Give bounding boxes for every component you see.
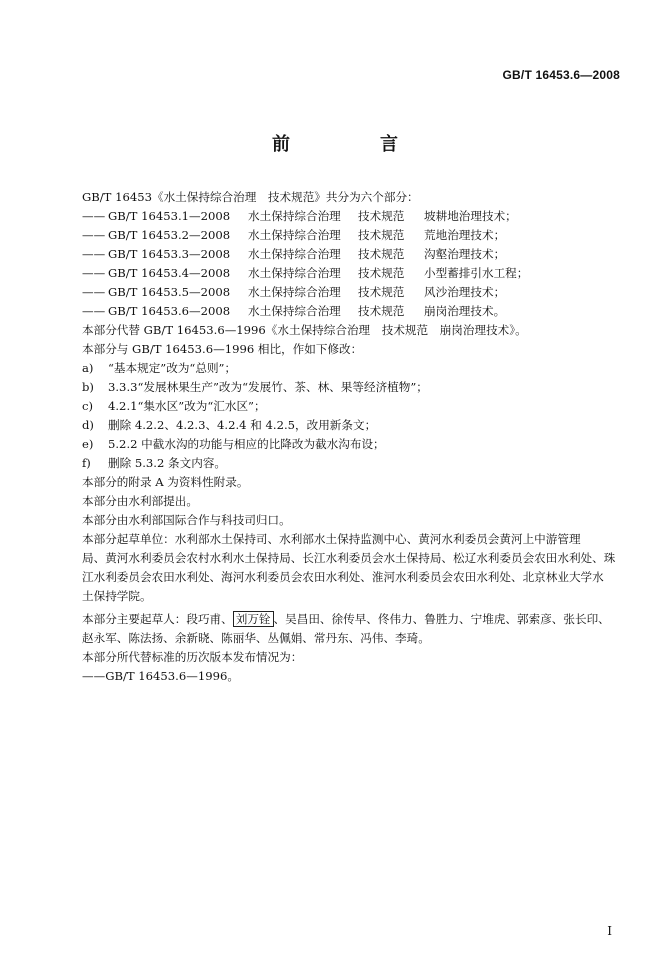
drafting-units-line: 局、黄河水利委员会农村水利水土保持局、长江水利委员会水土保持局、松辽水利委员会农田水利处、珠 (82, 551, 616, 565)
page-number: I (607, 924, 612, 938)
page-title: 前 言 (272, 134, 434, 155)
changes-intro: 本部分与 GB/T 16453.6—1996 相比，作如下修改： (82, 342, 363, 356)
change-item: a) “基本规定”改为“总则”； (82, 361, 237, 375)
drafting-units-line: 江水利委员会农田水利处、海河水利委员会农田水利处、淮河水利委员会农田水利处、北京林业大学水 (82, 570, 604, 584)
part-item: —— GB/T 16453.1—2008 水土保持综合治理 技术规范 坡耕地治理技术； (82, 209, 517, 223)
parts-list (82, 207, 602, 321)
part-item: —— GB/T 16453.3—2008 水土保持综合治理 技术规范 沟壑治理技术； (82, 247, 506, 261)
drafting-units-line: 土保持学院。 (82, 589, 152, 603)
drafters-line: 本部分主要起草人：段巧甫、 刘万铨 、吴昌田、徐传早、佟伟力、鲁胜力、宁堆虎、郭索彦、张长印、 (82, 612, 610, 626)
boxed-name: 刘万铨 (233, 611, 274, 627)
drafters (82, 610, 610, 648)
history-item: ——GB/T 16453.6—1996。 (82, 669, 239, 683)
change-item: b) 3.3.3“发展林果生产”改为“发展竹、茶、林、果等经济植物”； (82, 380, 428, 394)
managed-by: 本部分由水利部国际合作与科技司归口。 (82, 513, 291, 527)
part-item: —— GB/T 16453.5—2008 水土保持综合治理 技术规范 风沙治理技术； (82, 285, 506, 299)
changes-list (82, 359, 602, 473)
change-item: f) 删除 5.3.2 条文内容。 (82, 456, 227, 470)
change-item: d) 删除 4.2.2、4.2.3、4.2.4 和 4.2.5，改用新条文； (82, 418, 377, 432)
part-item: —— GB/T 16453.6—2008 水土保持综合治理 技术规范 崩岗治理技术。 (82, 304, 506, 318)
replaces-statement: 本部分代替 GB/T 16453.6—1996《水土保持综合治理 技术规范 崩岗治理技术》。 (82, 323, 527, 337)
drafting-units-line: 本部分起草单位：水利部水土保持司、水利部水土保持监测中心、黄河水利委员会黄河上中游管理 (82, 532, 581, 546)
part-item: —— GB/T 16453.2—2008 水土保持综合治理 技术规范 荒地治理技术； (82, 228, 506, 242)
change-item: e) 5.2.2 中截水沟的功能与相应的比降改为截水沟布设； (82, 437, 385, 451)
proposed-by: 本部分由水利部提出。 (82, 494, 198, 508)
drafting-units (82, 530, 616, 606)
history-intro: 本部分所代替标准的历次版本发布情况为： (82, 650, 303, 664)
change-item: c) 4.2.1“集水区”改为“汇水区”； (82, 399, 266, 413)
intro-line: GB/T 16453《水土保持综合治理 技术规范》共分为六个部分： (82, 190, 419, 204)
foreword-body (82, 188, 616, 686)
document-code: GB/T 16453.6—2008 (502, 68, 620, 82)
drafters-line: 赵永军、陈法扬、余新晓、陈丽华、丛佩娟、常丹东、冯伟、李琦。 (82, 631, 430, 645)
appendix-note: 本部分的附录 A 为资料性附录。 (82, 475, 249, 489)
part-item: —— GB/T 16453.4—2008 水土保持综合治理 技术规范 小型蓄排引水工程； (82, 266, 529, 280)
